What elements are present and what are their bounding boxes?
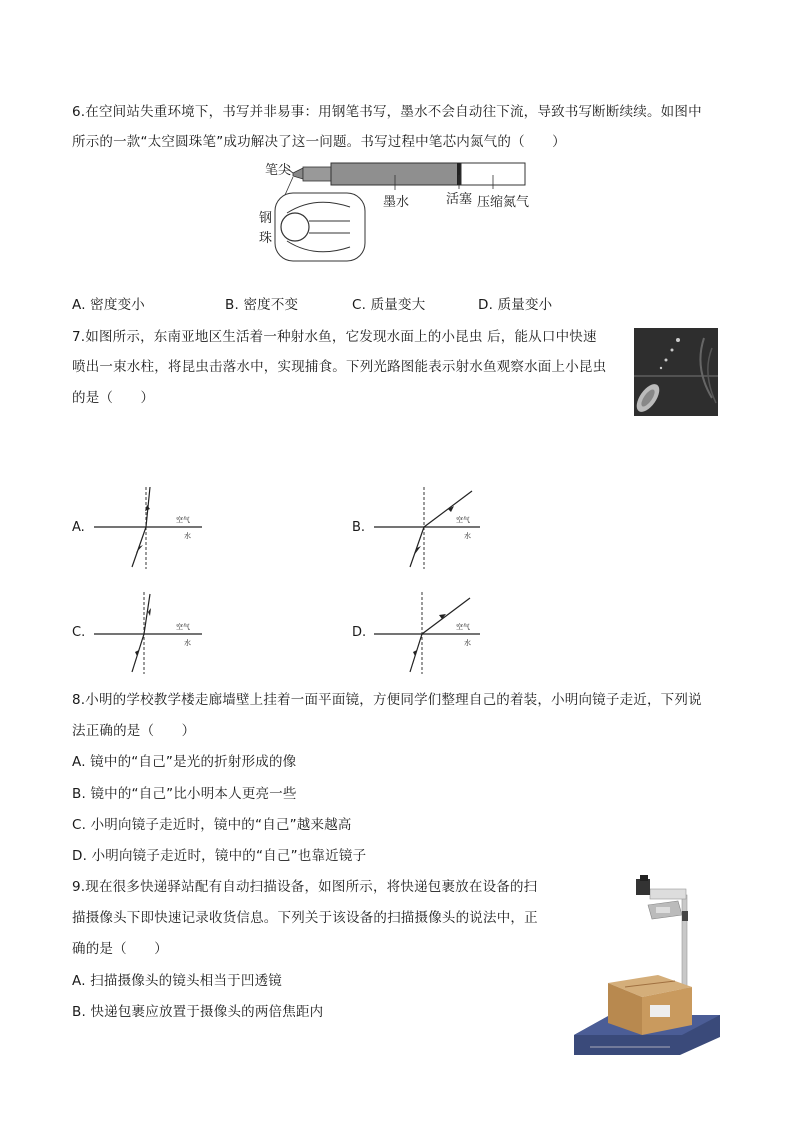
q7-option-b-diagram[interactable] xyxy=(372,485,492,570)
q9-option-a[interactable]: A. 扫描摄像头的镜头相当于凹透镜 xyxy=(72,973,282,989)
label-ink: 墨水 xyxy=(383,195,410,210)
q8-option-d[interactable]: D. 小明向镜子走近时，镜中的“自己”也靠近镜子 xyxy=(72,848,367,864)
q8-stem-line2: 法正确的是（ ） xyxy=(72,723,196,739)
label-steel-1: 钢 xyxy=(259,211,273,226)
q7-option-a-diagram[interactable] xyxy=(92,485,212,570)
q7-option-b-letter[interactable]: B. xyxy=(352,520,366,535)
q7-stem-line1: 7.如图所示，东南亚地区生活着一种射水鱼，它发现水面上的小昆虫 后，能从口中快速 xyxy=(72,329,597,345)
q7-stem-line2: 喷出一束水柱，将昆虫击落水中，实现捕食。下列光路图能表示射水鱼观察水面上小昆虫 xyxy=(72,359,607,375)
q8-option-a[interactable]: A. 镜中的“自己”是光的折射形成的像 xyxy=(72,754,297,770)
label-piston: 活塞 xyxy=(446,192,473,207)
q8-stem-line1: 8.小明的学校教学楼走廊墙壁上挂着一面平面镜，方便同学们整理自己的着装，小明向镜子走近，下列说 xyxy=(72,692,702,708)
water-label: 水 xyxy=(184,532,191,540)
air-label: 空气 xyxy=(176,623,190,631)
water-label: 水 xyxy=(184,639,191,647)
label-compressed-nitrogen: 压缩氮气 xyxy=(477,195,530,210)
air-label: 空气 xyxy=(456,623,470,631)
q7-stem-line3: 的是（ ） xyxy=(72,390,155,406)
space-pen-figure xyxy=(255,155,545,265)
q6-option-a[interactable]: A. 密度变小 xyxy=(72,297,145,313)
water-label: 水 xyxy=(464,639,471,647)
label-pen-tip: 笔尖 xyxy=(265,163,292,178)
q7-option-d-letter[interactable]: D. xyxy=(352,625,367,640)
q9-stem-line2: 描摄像头下即快速记录收货信息。下列关于该设备的扫描摄像头的说法中，正 xyxy=(72,910,538,926)
q7-option-c-diagram[interactable] xyxy=(92,590,212,675)
label-steel-2: 珠 xyxy=(259,231,273,246)
q8-option-c[interactable]: C. 小明向镜子走近时，镜中的“自己”越来越高 xyxy=(72,817,352,833)
q7-option-c-letter[interactable]: C. xyxy=(72,625,86,640)
q6-option-d[interactable]: D. 质量变小 xyxy=(478,297,553,313)
q6-option-b[interactable]: B. 密度不变 xyxy=(225,297,299,313)
q8-option-b[interactable]: B. 镜中的“自己”比小明本人更亮一些 xyxy=(72,786,297,802)
q9-stem-line3: 确的是（ ） xyxy=(72,941,168,957)
scanner-device-figure xyxy=(570,875,725,1060)
air-label: 空气 xyxy=(456,516,470,524)
air-label: 空气 xyxy=(176,516,190,524)
q6-option-c[interactable]: C. 质量变大 xyxy=(352,297,426,313)
archerfish-photo xyxy=(634,328,718,416)
q6-stem-line2: 所示的一款“太空圆珠笔”成功解决了这一问题。书写过程中笔芯内氮气的（ ） xyxy=(72,134,566,150)
q7-option-a-letter[interactable]: A. xyxy=(72,520,85,535)
q9-stem-line1: 9.现在很多快递驿站配有自动扫描设备，如图所示，将快递包裹放在设备的扫 xyxy=(72,879,538,895)
q9-option-b[interactable]: B. 快递包裹应放置于摄像头的两倍焦距内 xyxy=(72,1004,324,1020)
q6-stem-line1: 6.在空间站失重环境下，书写并非易事：用钢笔书写，墨水不会自动往下流，导致书写断断续续。如图中 xyxy=(72,104,702,120)
water-label: 水 xyxy=(464,532,471,540)
q7-option-d-diagram[interactable] xyxy=(372,590,492,675)
